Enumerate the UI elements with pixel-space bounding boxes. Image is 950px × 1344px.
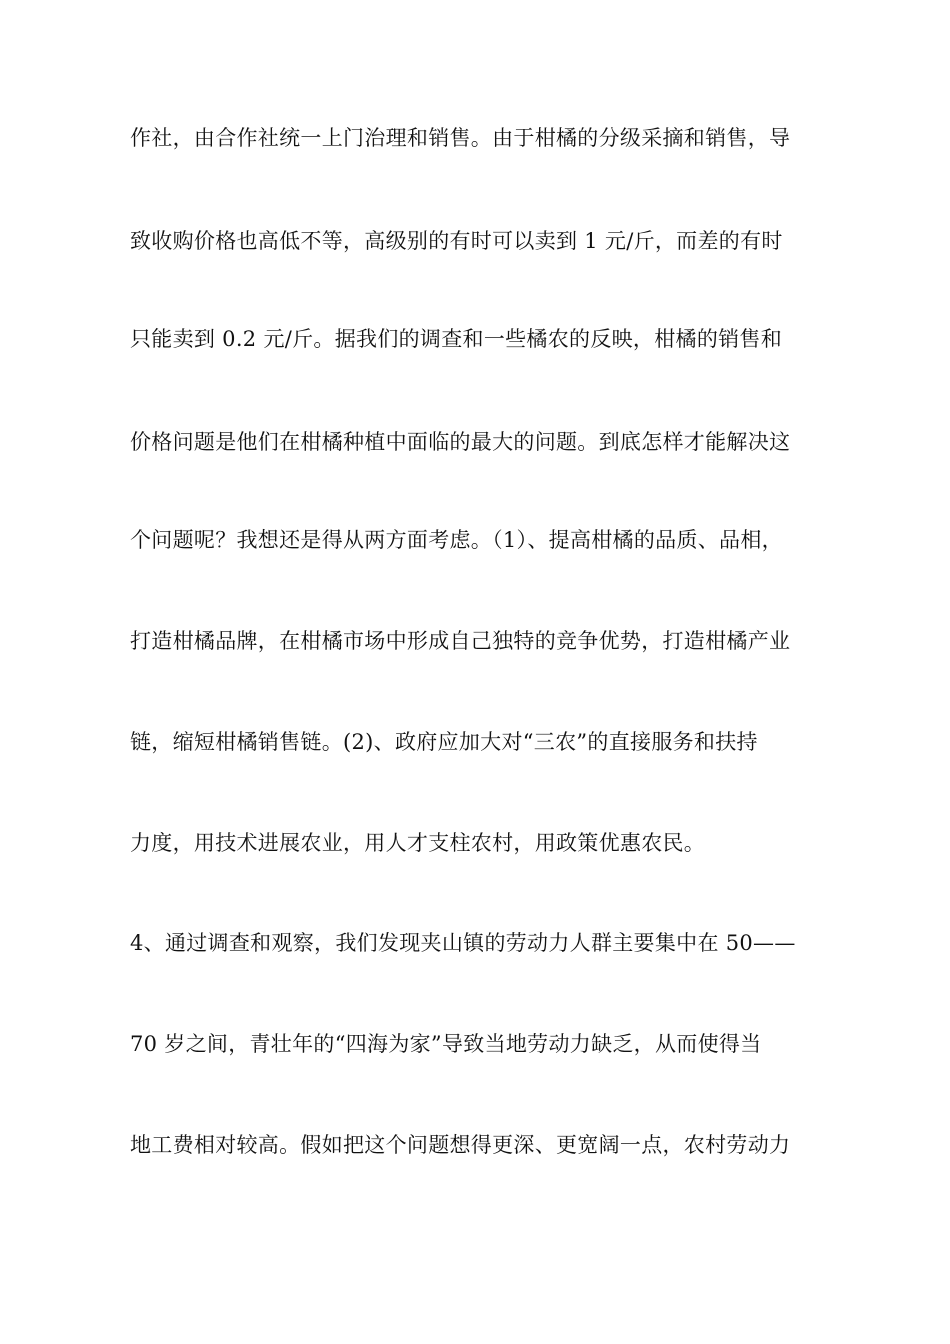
paragraph-line: 地工费相对较高。假如把这个问题想得更深、更宽阔一点，农村劳动力 xyxy=(130,1133,791,1157)
paragraph-line: 打造柑橘品牌，在柑橘市场中形成自己独特的竞争优势，打造柑橘产业 xyxy=(130,629,791,653)
paragraph-line: 个问题呢？我想还是得从两方面考虑。（1）、提高柑橘的品质、品相， xyxy=(130,528,783,552)
paragraph-line: 价格问题是他们在柑橘种植中面临的最大的问题。到底怎样才能解决这 xyxy=(130,430,791,454)
paragraph-line: 70 岁之间，青壮年的“四海为家”导致当地劳动力缺乏，从而使得当 xyxy=(130,1032,762,1056)
paragraph-line: 作社，由合作社统一上门治理和销售。由于柑橘的分级采摘和销售，导 xyxy=(130,126,791,150)
paragraph-line: 链，缩短柑橘销售链。(2)、政府应加大对“三农”的直接服务和扶持 xyxy=(130,730,758,754)
paragraph-line: 只能卖到 0.2 元/斤。据我们的调查和一些橘农的反映，柑橘的销售和 xyxy=(130,327,783,351)
paragraph-line: 致收购价格也高低不等，高级别的有时可以卖到 1 元/斤，而差的有时 xyxy=(130,229,783,253)
paragraph-line: 4、通过调查和观察，我们发现夹山镇的劳动力人群主要集中在 50—— xyxy=(130,931,796,955)
paragraph-line: 力度，用技术进展农业，用人才支柱农村，用政策优惠农民。 xyxy=(130,831,706,855)
